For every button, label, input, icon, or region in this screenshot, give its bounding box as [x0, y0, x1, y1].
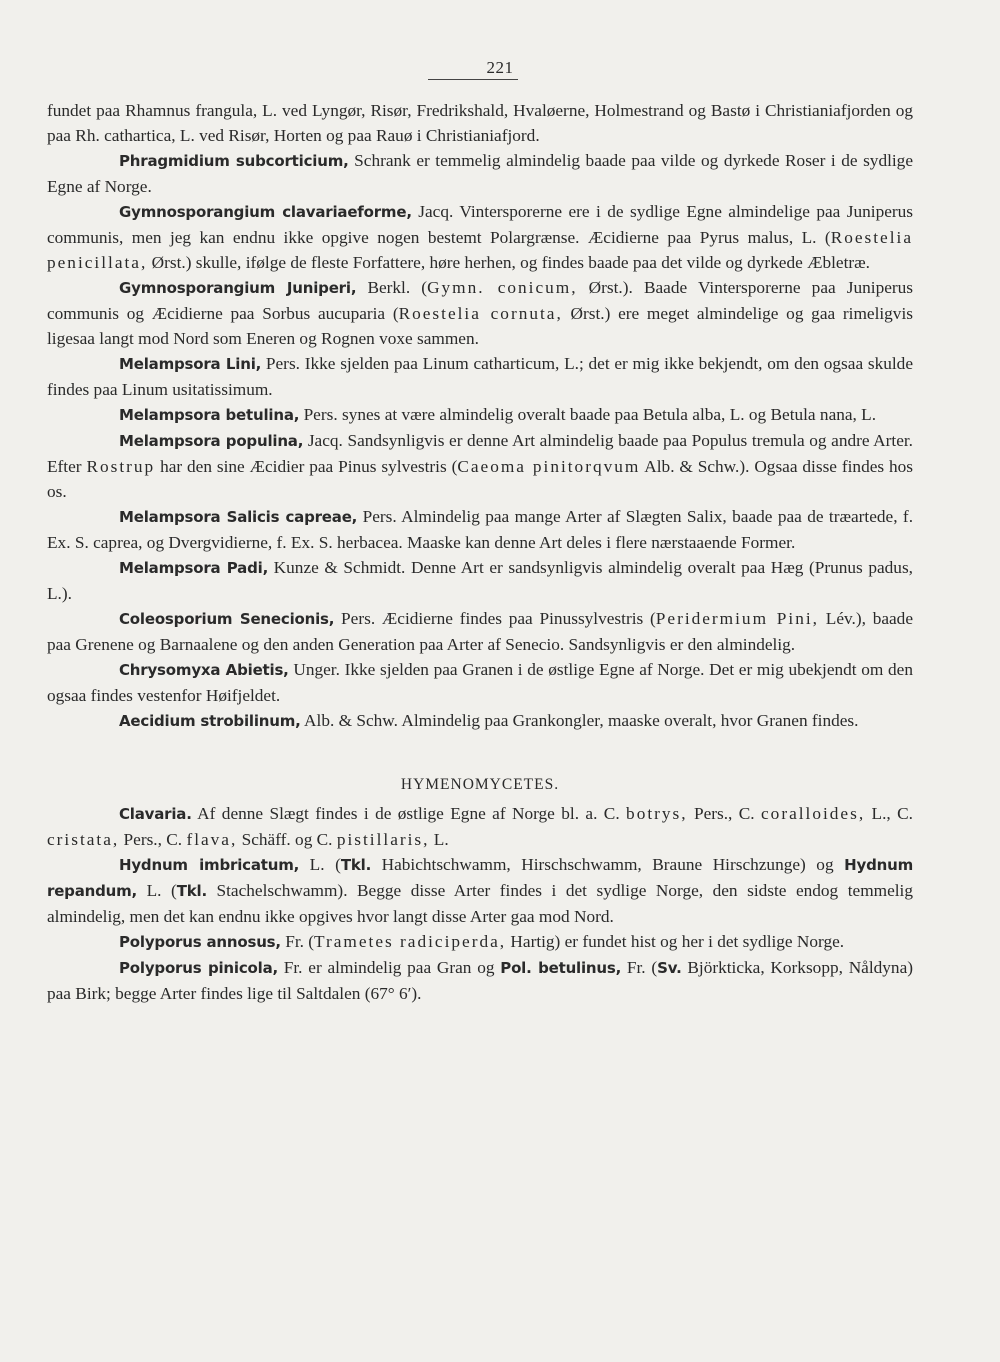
- entry-coleosporium: Coleosporium Senecionis, Pers. Æcidierne findes paa Pinussylvestris (Peridermium Pini, Lév.), baade paa Grenene og Barnaalene og den anden Generation paa Arter af Senecio. Sandsynligvis er den almindelig.: [47, 609, 913, 654]
- species-name: Melampsora betulina,: [119, 406, 300, 424]
- entry-melampsora-betulina: Melampsora betulina, Pers. synes at være almindelig overalt baade paa Betula alba, L. og Betula nana, L.: [119, 405, 877, 424]
- synonym: Roestelia penicillata,: [47, 228, 913, 272]
- language-abbrev: Sv.: [657, 959, 682, 977]
- species-name: Polyporus annosus,: [119, 933, 281, 951]
- species-name: Melampsora populina,: [119, 432, 304, 450]
- synonym: Roestelia cornuta,: [398, 304, 563, 323]
- species-name: Melampsora Padi,: [119, 559, 269, 577]
- author-name: Rostrup: [86, 457, 156, 476]
- synonym: Peridermium Pini,: [655, 609, 819, 628]
- entry-gymnosporangium-juniperi: Gymnosporangium Juniperi, Berkl. (Gymn. conicum, Ørst.). Baade Vintersporerne paa Juniperus communis og Æcidierne paa Sorbus aucuparia (Roestelia cornuta, Ørst.) ere meget almindelige og gaa rimeligvis ligesaa langt mod Nord som Eneren og Rognen voxe sammen.: [47, 278, 914, 348]
- species-name: Melampsora Lini,: [119, 355, 262, 373]
- entry-phragmidium: Phragmidium subcorticium, Schrank er temmelig almindelig baade paa vilde og dyrkede Roser i de sydlige Egne af Norge.: [47, 151, 913, 196]
- entry-melampsora-populina: Melampsora populina, Jacq. Sandsynligvis er denne Art almindelig baade paa Populus tremula og andre Arter. Efter Rostrup har den sine Æcidier paa Pinus sylvestris (Caeoma pinitorqvum Alb. & Schw.). Ogsaa disse findes hos os.: [47, 431, 914, 501]
- page-number-rule: [428, 79, 518, 80]
- page-number: 221: [486, 58, 514, 77]
- species-name: Melampsora Salicis capreae,: [119, 508, 358, 526]
- species-name: Aecidium strobilinum,: [119, 712, 301, 730]
- synonym: Caeoma pinitorqvum: [457, 457, 641, 476]
- entry-melampsora-padi: Melampsora Padi, Kunze & Schmidt. Denne Art er sandsynligvis almindelig overalt paa Hæg (Prunus padus, L.).: [47, 558, 913, 603]
- genus-name: Clavaria.: [119, 805, 192, 823]
- species-epithet: pistillaris,: [336, 830, 430, 849]
- section-heading: HYMENOMYCETES.: [400, 776, 560, 793]
- synonym: Trametes radiciperda,: [314, 932, 507, 951]
- species-name: Polyporus pinicola,: [119, 959, 278, 977]
- entry-polyporus-pinicola: Polyporus pinicola, Fr. er almindelig paa Gran og Pol. betulinus, Fr. (Sv. Björkticka, Korksopp, Nåldyna) paa Birk; begge Arter findes lige til Saltdalen (67° 6′).: [47, 958, 913, 1003]
- species-name: Hydnum imbricatum,: [119, 856, 300, 874]
- entry-chrysomyxa: Chrysomyxa Abietis, Unger. Ikke sjelden paa Granen i de østlige Egne af Norge. Det er mig ubekjendt om den ogsaa findes vestenfor Høifjeldet.: [47, 660, 913, 705]
- entry-hydnum: Hydnum imbricatum, L. (Tkl. Habichtschwamm, Hirschschwamm, Braune Hirschzunge) og Hydnum repandum, L. (Tkl. Stachelschwamm). Begge disse Arter findes i det sydlige Norge, den sidste endog temmelig almindelig, men det kan endnu ikke opgives hvor langt disse Arter gaa mod Nord.: [47, 855, 913, 926]
- species-name: Pol. betulinus,: [500, 959, 622, 977]
- synonym: Gymn. conicum,: [427, 278, 578, 297]
- species-name: Chrysomyxa Abietis,: [119, 661, 289, 679]
- paragraph-continuation: fundet paa Rhamnus frangula, L. ved Lyngør, Risør, Fredrikshald, Hvaløerne, Holmestrand og Bastø i Christianiafjorden og paa Rh. cathartica, L. ved Risør, Horten og paa Rauø i Christianiafjord.: [47, 101, 913, 145]
- species-name: Hydnum repandum,: [47, 856, 913, 900]
- entry-clavaria: Clavaria. Af denne Slægt findes i de østlige Egne af Norge bl. a. C. botrys, Pers., C. coralloides, L., C. cristata, Pers., C. flava, Schäff. og C. pistillaris, L.: [47, 804, 913, 849]
- entry-polyporus-annosus: Polyporus annosus, Fr. (Trametes radiciperda, Hartig) er fundet hist og her i det sydlige Norge.: [119, 932, 845, 951]
- species-name: Phragmidium subcorticium,: [119, 152, 349, 170]
- entry-gymnosporangium-clavariaeforme: Gymnosporangium clavariaeforme, Jacq. Vintersporerne ere i de sydlige Egne almindelige paa Juniperus communis, men jeg kan endnu ikke opgive nogen bestemt Polargrænse. Æcidierne paa Pyrus malus, L. (Roestelia penicillata, Ørst.) skulle, ifølge de fleste Forfattere, høre herhen, og findes baade paa det vilde og dyrkede Æbletræ.: [47, 202, 913, 272]
- species-epithet: cristata,: [47, 830, 120, 849]
- language-abbrev: Tkl.: [340, 856, 372, 874]
- species-epithet: coralloides,: [761, 804, 866, 823]
- entry-melampsora-lini: Melampsora Lini, Pers. Ikke sjelden paa Linum catharticum, L.; det er mig ikke bekjendt, om den ogsaa skulde findes paa Linum usitatissimum.: [47, 354, 913, 399]
- species-epithet: botrys,: [626, 804, 688, 823]
- entry-aecidium: Aecidium strobilinum, Alb. & Schw. Almindelig paa Grankongler, maaske overalt, hvor Granen findes.: [119, 711, 859, 730]
- species-name: Coleosporium Senecionis,: [119, 610, 335, 628]
- species-epithet: flava,: [186, 830, 238, 849]
- species-name: Gymnosporangium clavariaeforme,: [119, 203, 412, 221]
- body-text: [47, 98, 913, 1006]
- language-abbrev: Tkl.: [176, 882, 207, 900]
- entry-melampsora-salicis: Melampsora Salicis capreae, Pers. Almindelig paa mange Arter af Slægten Salix, baade paa de træartede, f. Ex. S. caprea, og Dvergvidierne, f. Ex. S. herbacea. Maaske kan denne Art deles i flere nærstaaende Former.: [47, 507, 914, 552]
- species-name: Gymnosporangium Juniperi,: [119, 279, 357, 297]
